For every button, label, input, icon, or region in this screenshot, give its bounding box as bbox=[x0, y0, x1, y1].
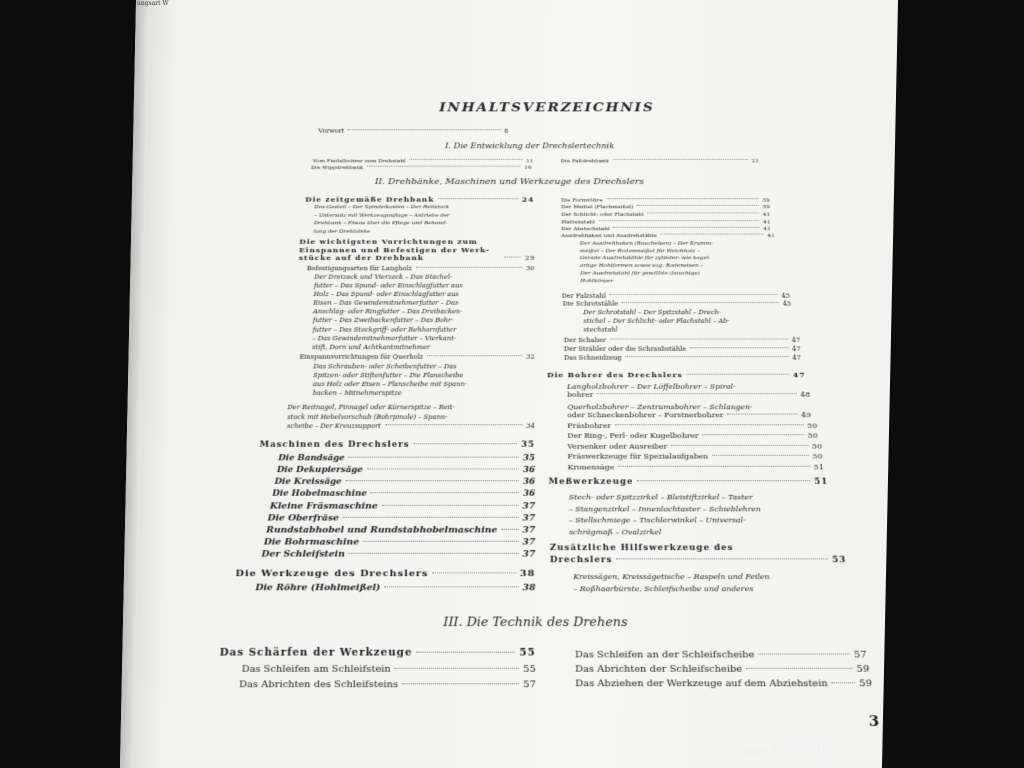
toc-entry: Der Meißel (Flachmeißel) 39 bbox=[560, 204, 770, 211]
page-number: 3 bbox=[868, 712, 880, 730]
toc-entry: Vom Fiedelbohrer zum Drehstahl 11 bbox=[312, 158, 534, 165]
entry-description: Kreissägen, Kreissägetische – Raspeln und Feilen – Roßhaarbürste, Schleifscheibe und anderes bbox=[573, 572, 770, 594]
toc-entry: Meßwerkzeuge 51 bbox=[548, 477, 829, 487]
toc-entry: Die Faßdrehbank 21 bbox=[560, 158, 759, 165]
toc-entry: Die Oberfräse 37 bbox=[267, 513, 536, 524]
toc-entry: Kleine Fräsmaschine 37 bbox=[269, 501, 536, 512]
toc-entry: Die Werkzeuge des Drechslers 38 bbox=[235, 568, 536, 579]
toc-entry: Die Dekupiersäge 36 bbox=[276, 465, 536, 475]
table-of-contents-page bbox=[0, 82, 1024, 768]
toc-entry: Versenker oder Ausreiber 50 bbox=[567, 442, 823, 451]
toc-entry: Die Kreissäge 36 bbox=[274, 477, 536, 487]
previous-page-fragment: ungsart W bbox=[137, 0, 169, 7]
entry-description: Der Schrotstahl – Der Spitzstahl – Drech- stichel – Der Schlicht- oder Flachstahl – Ab- stechstahl bbox=[583, 309, 730, 334]
toc-entry: Das Schleifen am Schleifstein 55 bbox=[241, 664, 536, 675]
toc-entry: Ausdrehhaken und Ausdrehstähle 41 bbox=[561, 232, 775, 239]
toc-entry-page: 29 bbox=[524, 254, 535, 262]
entry-description: Der Dreizack und Vierzack – Das Stachel- futter – Das Spund- oder Einschlagfutter aus Holz – Das Spund- oder Einschlagfutter aus Eisen – Das Gewindemitnehmerfutter – Das Anschlag- oder Ringfutter – Das Dreibacken- futter – Das Zweibackenfutter – Das Bohr- futter – Das Stockgriff- oder Rehhornfutter – Das Gewindemitnehmerfutter – Vierkant- stift, Dorn und Achtkantmitnehmer bbox=[312, 273, 463, 351]
toc-entry: Der Schlicht- oder Flachstahl 41 bbox=[561, 211, 771, 218]
toc-entry-multiline: Der Reitnagel, Pinnagel oder Körnerspitze – Reit- stock mit Hebelvorschub (Bohrpinole) – Spann- bbox=[287, 403, 455, 421]
toc-entry: Der Abstechstahl 41 bbox=[561, 226, 771, 232]
entry-description: Der Ausdrehhaken (Bauchelsen) – Der Krumm- meißel – Der Bodenmeißel für Weichholz – Gerade Ausdrehstähle für zylinder- wie kegel- artige Hohlformen sowie sog. Bodeneisen – Der Ausdrehstahl für gewölbte (bauchige) Hohlkörper bbox=[579, 240, 713, 284]
entry-description: Das Gestell – Der Spindelkasten – Der Reitstock – Untersatz mit Werkzeugauflage – Antriebe der Drehbank – Etwas über die Pflege und Behand- lung der Drehbänke bbox=[313, 204, 450, 235]
watermark: © www.ProVeiling.nl bbox=[711, 741, 864, 759]
toc-entry: Der Falzstahl 45 bbox=[561, 292, 791, 300]
toc-entry: Die Röhre (Hohlmeißel) 38 bbox=[255, 582, 536, 594]
toc-entry: Fräsbohrer 50 bbox=[567, 421, 818, 430]
toc-entry: Befestigungsarten für Langholz 30 bbox=[306, 265, 535, 272]
section-heading-1: I. Die Entwicklung der Drechslertechnik bbox=[445, 142, 615, 151]
section-heading-2: II. Drehbänke, Maschinen und Werkzeuge des Drechslers bbox=[374, 177, 645, 187]
toc-entry-vorwort: Vorwort 6 bbox=[318, 127, 509, 135]
toc-entry: Die Bohrer des Drechslers 47 bbox=[547, 370, 806, 380]
toc-entry: Das Schleifen an der Schleifscheibe 57 bbox=[574, 649, 867, 661]
toc-entry: Der Strähler oder die Schraubstähle 47 bbox=[563, 345, 801, 353]
toc-entry: Fräswerkzeuge für Spezialaufgaben 50 bbox=[567, 452, 823, 461]
toc-entry-continued: scheibe – Der Kreuzsupport 34 bbox=[286, 422, 535, 430]
toc-entry-multiline: Langholzbohrer – Der Löffelbohrer – Spiral- bbox=[566, 382, 736, 391]
toc-entry: Maschinen des Drechslers 35 bbox=[259, 440, 535, 450]
toc-entry-continued: Drechslers 53 bbox=[549, 555, 847, 565]
page-title: INHALTSVERZEICHNIS bbox=[439, 99, 655, 115]
section-heading-3: III. Die Technik des Drehens bbox=[443, 615, 628, 630]
toc-entry: Rundstabhobel und Rundstabhobelmaschine 37 bbox=[266, 525, 536, 536]
toc-entry: Die Bandsäge 35 bbox=[278, 454, 536, 464]
toc-entry: Das Abrichten des Schleifsteins 57 bbox=[238, 679, 536, 691]
toc-entry-multiline: Querholzbohrer – Zentrumsbohrer – Schlangen- bbox=[567, 402, 753, 411]
toc-entry: Die Schrotstähle 45 bbox=[562, 300, 792, 308]
toc-entry-continued: bohrer 48 bbox=[567, 390, 811, 399]
toc-entry: Das Abziehen der Werkzeuge auf dem Abziehstein 59 bbox=[575, 678, 873, 690]
toc-entry: Das Abrichten der Schleifscheibe 59 bbox=[575, 664, 870, 675]
toc-entry: Der Schaber 47 bbox=[563, 336, 801, 344]
toc-entry: Die zeitgemäße Drehbank 24 bbox=[305, 194, 535, 204]
toc-entry: Das Schneidzeug 47 bbox=[563, 354, 802, 362]
toc-entry: Der Schleifstein 37 bbox=[261, 549, 536, 560]
toc-entry: Einspannvorrichtungen für Querholz 32 bbox=[299, 353, 535, 361]
toc-entry-continued: oder Schneckenbohrer – Forstnerbohrer 49 bbox=[567, 410, 812, 419]
toc-entry: Plattenstahl 41 bbox=[561, 219, 771, 226]
entry-description: Das Schrauben- oder Scheibenfutter – Das Spitzen- oder Stiftenfutter – Die Planscheibe aus Holz oder Eisen – Planscheibe mit Spann- backen – Mitnehmerspitze bbox=[312, 363, 468, 397]
toc-entry: Der Ring-, Perl- oder Kugelbohrer 50 bbox=[567, 431, 818, 440]
toc-entry: Kronensäge 51 bbox=[567, 463, 824, 472]
entry-description: Stech- oder Spitzzirkel – Bleistiftzirkel – Taster – Stangenzirkel – Innenlochtaster – Schieblehren – Stellschmiege – Tischlerwinkel – Universal- schrägmaß – Ovalzirkel bbox=[568, 493, 762, 536]
toc-entry: Das Schärfen der Werkzeuge 55 bbox=[219, 646, 536, 659]
toc-entry: Die Wippdrehbank 16 bbox=[310, 164, 532, 171]
toc-entry: Die Hobelmaschine 36 bbox=[272, 489, 536, 499]
toc-entry: Die Bohrmaschine 37 bbox=[263, 537, 536, 548]
toc-entry-multiline: Die wichtigsten Vorrichtungen zum Einspannen und Befestigen der Werk- stücke auf der Drehbank bbox=[298, 237, 491, 262]
toc-entry: Die Formröhre 39 bbox=[560, 197, 770, 204]
toc-entry-multiline: Zusätzliche Hilfswerkzeuge des bbox=[549, 543, 734, 553]
